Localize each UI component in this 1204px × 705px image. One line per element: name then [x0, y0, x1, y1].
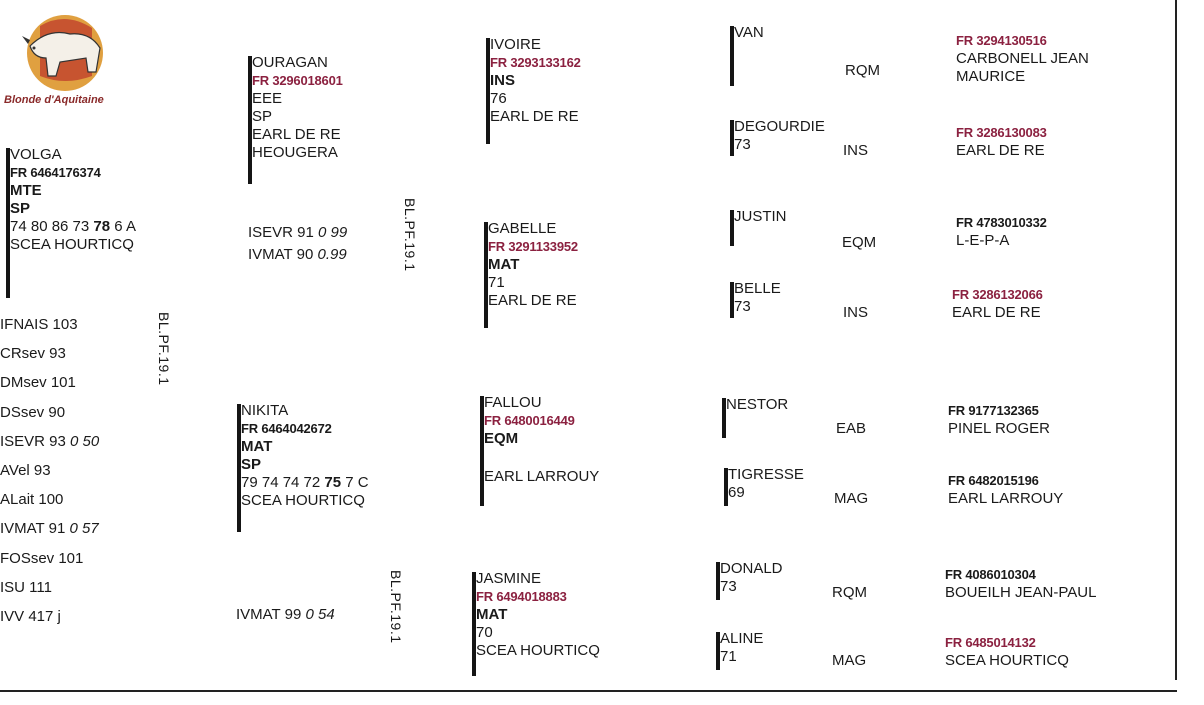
sire-index-1: ISEVR 91 0 99 — [248, 224, 348, 241]
sire-index-2: IVMAT 90 0.99 — [248, 246, 347, 263]
vertical-label-sire: BL.PF.19.1 — [402, 198, 418, 272]
subject-scores-b: 78 — [93, 218, 111, 235]
breed-logo — [0, 6, 150, 112]
gen4-owner: FR 4086010304 BOUEILH JEAN-PAUL — [945, 567, 1097, 601]
gen4-owner: FR 3286132066 EARL DE RE — [952, 287, 1043, 321]
gen4-code: INS — [843, 142, 869, 159]
gen4-code: EQM — [842, 234, 877, 251]
index-item: IVV 417 j — [0, 608, 61, 625]
index-item: IVMAT 91 0 57 — [0, 520, 99, 537]
gen4-animal: TIGRESSE 69 — [728, 466, 804, 502]
gen4-code: INS — [843, 304, 869, 321]
gen4-animal: JUSTIN — [734, 208, 787, 226]
dam-qual: MAT — [241, 438, 273, 455]
index-item: DMsev 101 — [0, 374, 76, 391]
subject-qual: MTE — [10, 182, 42, 199]
dam-scores-c: 7 C — [345, 474, 369, 491]
sire-name: OURAGAN — [252, 54, 328, 71]
sire-animal — [252, 54, 343, 162]
index-item: ISEVR 93 0 50 — [0, 433, 100, 450]
gen4-owner: FR 6482015196 EARL LARROUY — [948, 473, 1064, 507]
index-item: IFNAIS 103 — [0, 316, 78, 333]
gen4-animal: BELLE 73 — [734, 280, 781, 316]
dam-scores-b: 75 — [324, 474, 342, 491]
sire-breeder: EARL DE RE — [252, 126, 341, 143]
dam-name: NIKITA — [241, 402, 289, 419]
dam-scores-a: 79 74 74 72 — [241, 474, 321, 491]
gen4-animal: VAN — [734, 24, 764, 42]
index-item: DSsev 90 — [0, 404, 66, 421]
gen4-owner: FR 4783010332 L-E-P-A — [956, 215, 1047, 249]
dam-breeder: SCEA HOURTICQ — [241, 492, 365, 509]
sire-extra: HEOUGERA — [252, 144, 338, 161]
index-item: ISU 111 — [0, 579, 52, 596]
gen4-code: RQM — [845, 62, 880, 79]
page-edge-right — [1175, 0, 1177, 680]
gen4-code: RQM — [832, 584, 867, 601]
gen4-code: MAG — [832, 652, 867, 669]
subject-name: VOLGA — [10, 146, 62, 163]
cow-logo-icon — [0, 6, 150, 106]
logo-text: Blonde d'Aquitaine — [4, 94, 104, 106]
index-item: ALait 100 — [0, 491, 64, 508]
subject-reg: FR 6464176374 — [10, 165, 101, 180]
gen4-animal: NESTOR — [726, 396, 788, 414]
page-edge-bottom — [0, 690, 1177, 692]
subject-animal — [10, 146, 136, 254]
gen3-animal: JASMINE FR 6494018883 MAT 70 SCEA HOURTICQ — [476, 570, 600, 660]
sire-reg: FR 3296018601 — [252, 73, 343, 88]
subject-scores-c: 6 A — [114, 218, 136, 235]
gen4-owner: FR 9177132365 PINEL ROGER — [948, 403, 1050, 437]
sire-cat: SP — [252, 108, 273, 125]
subject-cat: SP — [10, 200, 31, 217]
gen4-code: MAG — [834, 490, 869, 507]
subject-scores — [10, 218, 136, 236]
dam-cat: SP — [241, 456, 262, 473]
vertical-label-subject: BL.PF.19.1 — [156, 312, 172, 386]
gen4-code: EAB — [836, 420, 867, 437]
subject-breeder: SCEA HOURTICQ — [10, 236, 134, 253]
gen4-animal: ALINE 71 — [720, 630, 763, 666]
index-item: CRsev 93 — [0, 345, 66, 362]
gen3-animal: FALLOU FR 6480016449 EQM EARL LARROUY — [484, 394, 599, 484]
gen4-owner: FR 3286130083 EARL DE RE — [956, 125, 1047, 159]
gen4-animal: DEGOURDIE 73 — [734, 118, 825, 154]
vertical-label-dam: BL.PF.19.1 — [388, 570, 404, 644]
gen4-animal: DONALD 73 — [720, 560, 783, 596]
dam-index: IVMAT 99 0 54 — [236, 606, 335, 623]
sire-qual: EEE — [252, 90, 283, 107]
index-item: AVel 93 — [0, 462, 51, 479]
dam-animal — [241, 402, 369, 510]
dam-scores — [241, 474, 369, 492]
subject-scores-a: 74 80 86 73 — [10, 218, 90, 235]
index-item: FOSsev 101 — [0, 550, 84, 567]
gen4-owner: FR 3294130516 CARBONELL JEAN MAURICE — [956, 33, 1089, 85]
gen4-owner: FR 6485014132 SCEA HOURTICQ — [945, 635, 1069, 669]
dam-reg: FR 6464042672 — [241, 421, 332, 436]
gen3-animal: GABELLE FR 3291133952 MAT 71 EARL DE RE — [488, 220, 578, 310]
gen3-animal: IVOIRE FR 3293133162 INS 76 EARL DE RE — [490, 36, 581, 126]
